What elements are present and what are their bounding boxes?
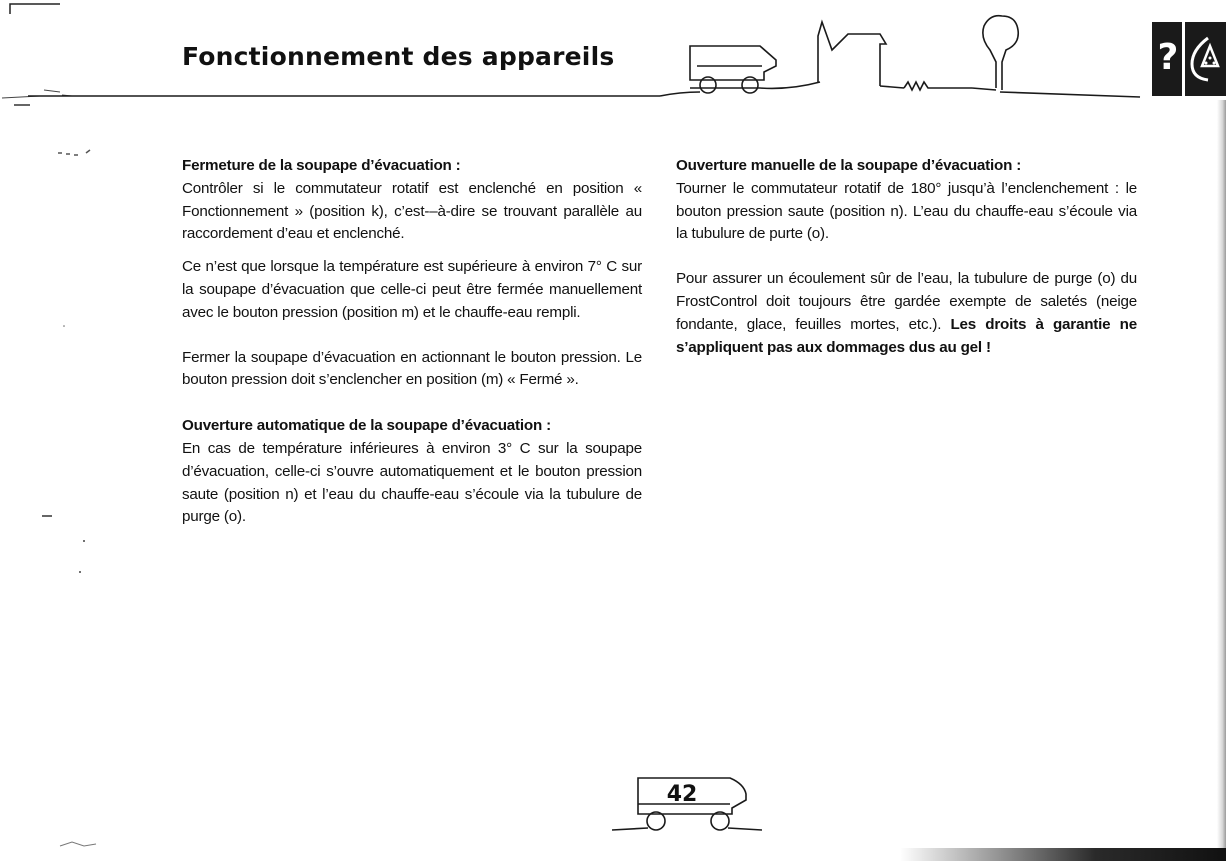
paragraph-spacer [182, 325, 642, 347]
paragraph-close-valve: Fermer la soupape d’évacuation en actionnant le bouton pression. Le bouton pression doit s’enclencher en position (m) « Fermé ». [182, 348, 642, 389]
chapter-tab-divider [1182, 22, 1185, 96]
left-column [182, 155, 642, 529]
section-heading-automatic-opening: Ouverture automatique de la soupape d’évacuation : [182, 417, 551, 435]
page-number: 42 [666, 782, 698, 807]
warranty-warning: Les droits à garantie ne s’appliquent pas aux dommages dus au gel ! [676, 315, 1137, 356]
right-column [676, 155, 1137, 359]
paragraph-spacer [676, 246, 1137, 268]
page-bottom-shadow [900, 848, 1226, 861]
frost-drop-icon [1186, 36, 1226, 82]
paragraph-drain-maintenance [676, 268, 1137, 359]
paragraph-automatic-opening: En cas de température inférieures à environ 3° C sur la soupape d’évacuation, celle-ci s’ouvre automatiquement et le bouton pression saute (position n) et l’eau du chauffe-eau s’écoule via la tubulure de purge (o). [182, 439, 642, 526]
question-mark-icon: ? [1157, 37, 1179, 78]
page-title: Fonctionnement des appareils [182, 42, 615, 71]
paragraph-manual-opening: Tourner le commutateur rotatif de 180° jusqu’à l’enclenchement : le bouton pression saute (position n). L’eau du chauffe-eau s’écoule via la tubulure de purte (o). [676, 179, 1137, 243]
page-number-badge [612, 770, 762, 834]
drain-maintenance-text: Pour assurer un écoulement sûr de l’eau, la tubulure de purge (o) du FrostControl doit toujours être gardée exempte de saletés (neige fondante, glace, feuilles mortes, etc.). [676, 270, 1137, 333]
section-spacer [182, 392, 642, 415]
paragraph-spacer [182, 246, 642, 256]
paragraph-check-switch: Contrôler si le commutateur rotatif est enclenché en position « Fonctionnement » (position k), c’est-–à-dire se trouvant parallèle au raccordement d’eau et enclenché. [182, 179, 642, 243]
section-heading-closing-valve: Fermeture de la soupape d’évacuation : [182, 157, 461, 174]
chapter-tab [1152, 22, 1226, 96]
paragraph-temperature-condition: Ce n’est que lorsque la température est supérieure à environ 7° C sur la soupape d’évacuation que celle-ci peut être fermée manuellement avec le bouton pression (position m) et le chauffe-eau rempli. [182, 258, 642, 321]
section-heading-manual-opening: Ouverture manuelle de la soupape d’évacuation : [676, 157, 1022, 174]
page-edge-shadow [1217, 100, 1226, 861]
